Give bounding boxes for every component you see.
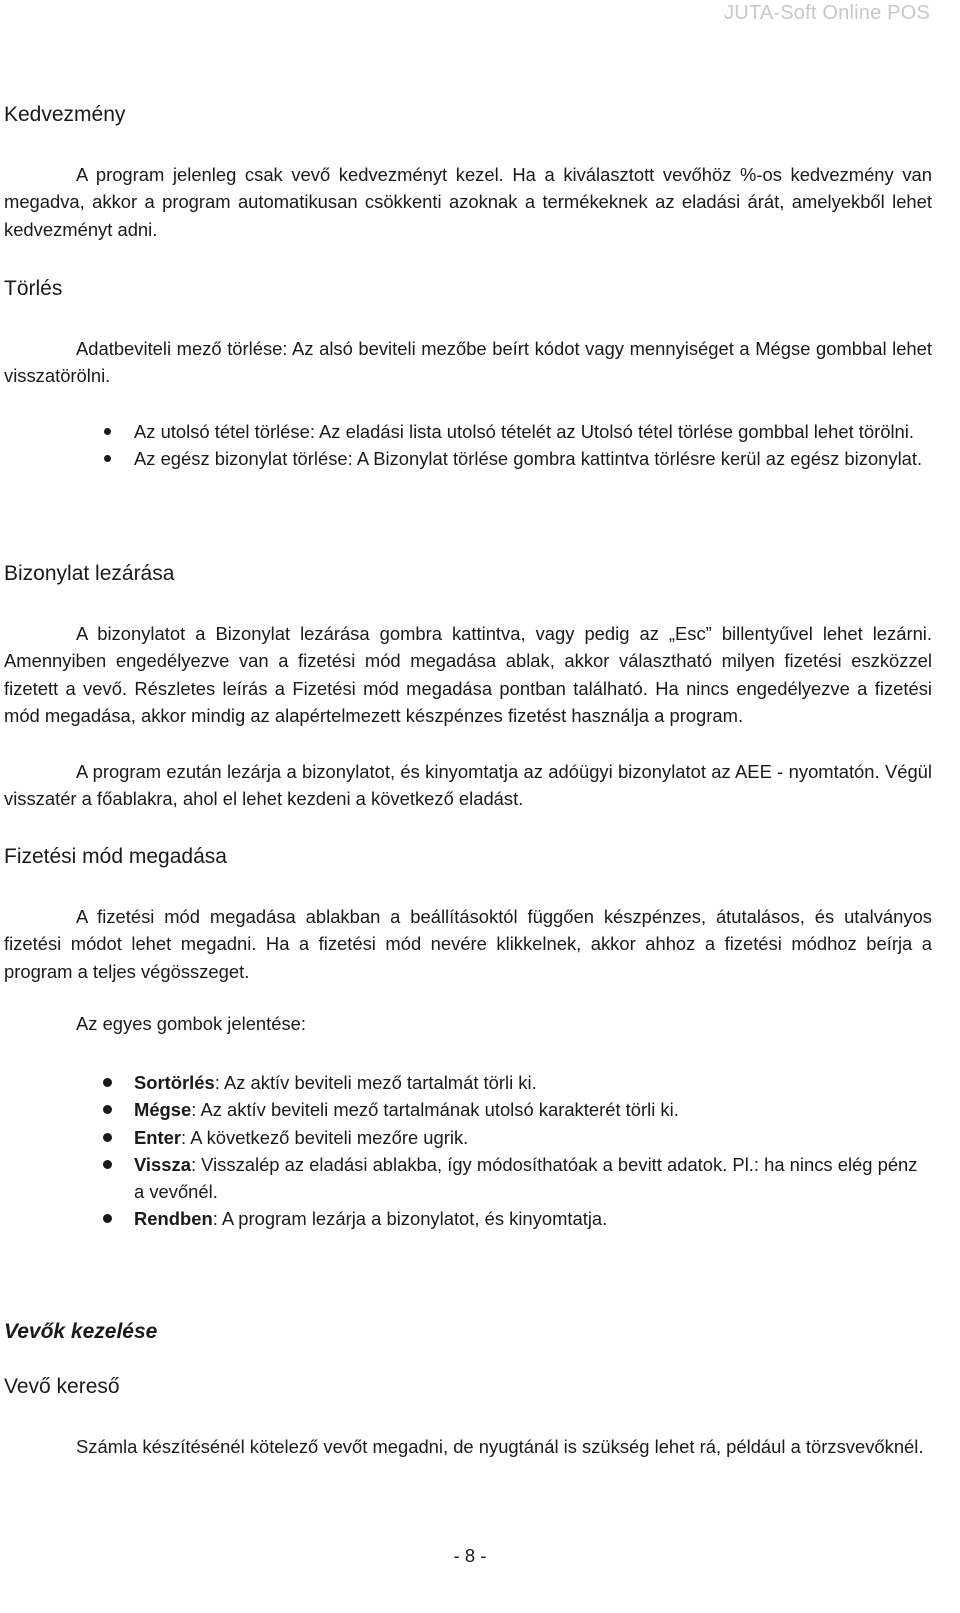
bullet-icon: [103, 1078, 112, 1087]
paragraph-torles: Adatbeviteli mező törlése: Az alsó beviteli mezőbe beírt kódot vagy mennyiséget a Mégse gombbal lehet visszatörölni.: [4, 338, 932, 387]
header-app-name: JUTA-Soft Online POS: [724, 2, 930, 24]
buttons-intro: Az egyes gombok jelentése:: [76, 1013, 307, 1034]
button-name: Rendben: [134, 1208, 213, 1230]
bullet-icon: [103, 1160, 112, 1169]
buttons-list: [134, 1069, 932, 1233]
section-title-lezaras: Bizonylat lezárása: [4, 562, 175, 585]
list-item: [134, 1151, 932, 1206]
paragraph-vevok: Számla készítésénél kötelező vevőt megadni, de nyugtánál is szükség lehet rá, például a törzsvevőknél.: [76, 1436, 924, 1457]
section-title-torles: Törlés: [4, 277, 63, 300]
page-number: - 8 -: [453, 1545, 487, 1566]
paragraph-kedvezmeny: A program jelenleg csak vevő kedvezményt kezel. Ha a kiválasztott vevőhöz %-os kedvezmény van megadva, akkor a program automatikusan csökkenti azoknak a termékeknek az eladási árát, amelyekből lehet kedvezményt adni.: [4, 164, 932, 240]
list-item: [134, 418, 932, 445]
section-title-fizetes: Fizetési mód megadása: [4, 845, 227, 868]
list-item-text: Az egész bizonylat törlése: A Bizonylat törlése gombra kattintva törlésre kerül az egész bizonylat.: [134, 448, 923, 470]
paragraph-fizetes: A fizetési mód megadása ablakban a beállításoktól függően készpénzes, átutalásos, és utalványos fizetési módot lehet megadni. Ha a fizetési mód nevére klikkelnek, akkor ahhoz a fizetési módhoz beírja a program a teljes végösszeget.: [4, 906, 932, 982]
list-item: [134, 1096, 932, 1123]
button-name: Sortörlés: [134, 1072, 215, 1093]
list-item-text: Az utolsó tétel törlése: Az eladási lista utolsó tételét az Utolsó tétel törlése gombbal lehet törölni.: [134, 421, 914, 442]
button-name: Enter: [134, 1126, 182, 1148]
button-desc: : A következő beviteli mezőre ugrik.: [181, 1126, 469, 1148]
bullet-icon: [103, 1105, 112, 1114]
section-title-vevok: Vevők kezelése: [4, 1320, 158, 1343]
list-item: [134, 445, 932, 472]
button-name: Mégse: [134, 1099, 192, 1121]
subsection-title-vevo-kereso: Vevő kereső: [4, 1375, 120, 1398]
button-desc: : A program lezárja a bizonylatot, és kinyomtatja.: [212, 1208, 608, 1230]
bullet-icon: [104, 455, 111, 462]
button-desc: : Az aktív beviteli mező tartalmát törli ki.: [214, 1072, 537, 1093]
button-desc: : Visszalép az eladási ablakba, így módosíthatóak a bevitt adatok. Pl.: ha nincs elég pénz a vevőnél.: [134, 1153, 918, 1203]
list-item: [134, 1124, 932, 1151]
button-name: Vissza: [134, 1153, 191, 1175]
paragraph-lezaras-1: A bizonylatot a Bizonylat lezárása gombra kattintva, vagy pedig az „Esc” billentyűvel lehet lezárni. Amennyiben engedélyezve van a fizetési mód megadása ablak, akkor választható milyen fizetési eszközzel fizetett a vevő. Részletes leírás a Fizetési mód megadása pontban található. Ha nincs engedélyezve a fizetési mód megadása, akkor mindig az alapértelmezett készpénzes fizetést használja a program.: [4, 623, 932, 726]
list-item: [134, 1205, 932, 1232]
bullet-icon: [103, 1214, 112, 1223]
paragraph-lezaras-2: A program ezután lezárja a bizonylatot, és kinyomtatja az adóügyi bizonylatot az AEE - nyomtatón. Végül visszatér a főablakra, ahol el lehet kezdeni a következő eladást.: [4, 761, 932, 810]
list-item: [134, 1069, 932, 1096]
bullet-icon: [103, 1133, 112, 1142]
bullet-icon: [104, 428, 111, 435]
torles-bullet-list: [134, 418, 932, 473]
section-title-kedvezmeny: Kedvezmény: [4, 103, 126, 126]
button-desc: : Az aktív beviteli mező tartalmának utolsó karakterét törli ki.: [191, 1099, 679, 1121]
